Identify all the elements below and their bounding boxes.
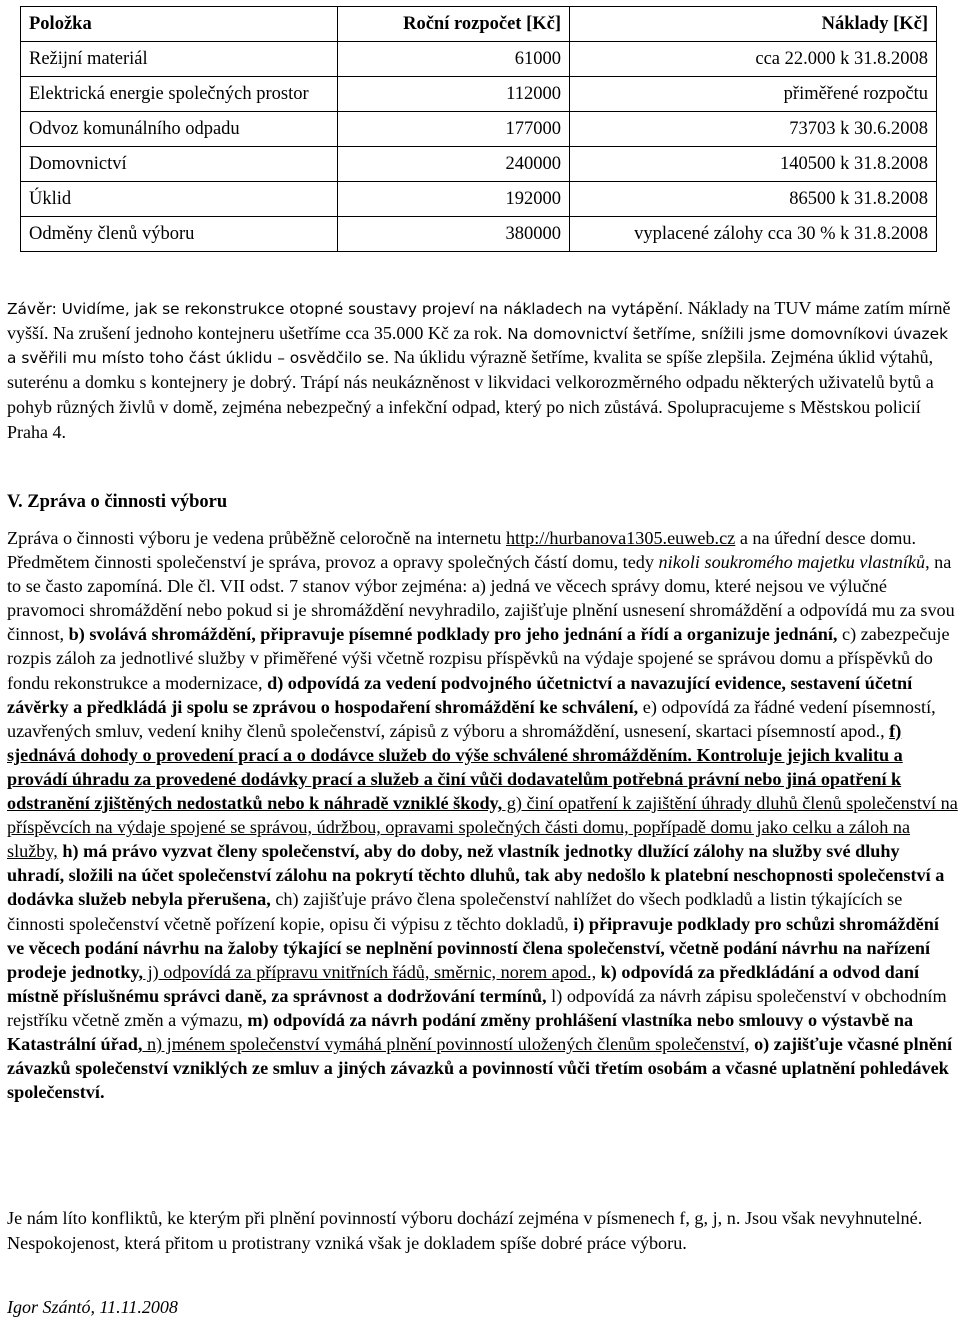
table-cell: 240000 bbox=[338, 147, 570, 182]
duty-d: d) odpovídá za vedení podvojného účetnictví a navazující evidence, sestavení účetní závěrky a předkládá ji spolu se zprávou o hospodaření shromáždění ke schválení, bbox=[7, 672, 913, 717]
closing-paragraph bbox=[7, 1206, 957, 1256]
table-cell: 192000 bbox=[338, 182, 570, 217]
website-link[interactable]: http://hurbanova1305.euweb.cz bbox=[505, 528, 736, 548]
report-text: Dle čl. VII odst. bbox=[162, 576, 285, 597]
table-cell: Režijní materiál bbox=[21, 42, 338, 77]
committee-report-paragraph bbox=[7, 526, 959, 1104]
table-row bbox=[21, 42, 937, 77]
conclusion-text: Trápí nás neukázněnost v likvidaci velkorozměrného odpadu některých uživatelů bytů a pohyb různých živlů v domě, zejména nebezpečný a infekční odpad, který po nich zůstává. Spolupracujeme s Městskou policií Praha 4. bbox=[7, 372, 934, 442]
table-row bbox=[21, 112, 937, 147]
duty-b: b) svolává shromáždění, připravuje písemné podklady pro jeho jednání a řídí a organizuje jednání, bbox=[68, 624, 838, 645]
table-cell: 177000 bbox=[338, 112, 570, 147]
section-heading: V. Zpráva o činnosti výboru bbox=[7, 492, 228, 512]
duty-m: m) odpovídá za návrh podání změny prohlášení vlastníka nebo smlouvy o výstavbě na Katastrální úřad, bbox=[7, 1009, 914, 1054]
table-cell: Odměny členů výboru bbox=[21, 217, 338, 252]
duty-j: j) odpovídá za přípravu vnitřních řádů, směrnic, norem apod., bbox=[143, 961, 597, 982]
table-cell: vyplacené zálohy cca 30 % k 31.8.2008 bbox=[570, 217, 937, 252]
report-text: Předmětem činnosti společenství je správa, provoz a opravy společných částí domu, tedy bbox=[7, 552, 659, 573]
table-cell: Elektrická energie společných prostor bbox=[21, 77, 338, 112]
duty-ch: ch) zajišťuje právo člena společenství nahlížet do všech podkladů a listin týkajících se činnosti společenství včetně pořízení kopie, opisu či výpisu z těchto dokladů, bbox=[7, 889, 903, 934]
table-header-row bbox=[21, 7, 937, 42]
column-header-item: Položka bbox=[21, 7, 338, 42]
duty-n: n) jménem společenství vymáhá plnění povinností uložených členům společenství, bbox=[142, 1033, 750, 1054]
table-cell: 140500 k 31.8.2008 bbox=[570, 147, 937, 182]
duty-o: o) zajišťuje včasné plnění závazků společenství vzniklých ze smluv a jiných závazků a povinností vůči třetím osobám a včasné uplatnění pohledávek společenství. bbox=[7, 1033, 952, 1103]
report-text: 7 stanov výbor zejména: a) jedná ve věcech správy domu, které nejsou ve výlučné pravomoci shromáždění nebo pokud si je shromáždění nevyhradilo, zajišťuje plnění usnesení shromáždění a odpovídá mu za svou činnost, bbox=[7, 576, 955, 645]
duty-i: i) připravuje podklady pro schůzi shromáždění ve věcech podání návrhu na žaloby týkající se neplnění povinností člena společenství, včetně podání návrhu na nařízení prodeje jednotky, bbox=[7, 913, 939, 982]
table-cell: přiměřené rozpočtu bbox=[570, 77, 937, 112]
conclusion-text: Na domovnictví šetříme, snížili jsme domovníkovi úvazek a svěřili mu místo toho část úklidu – osvědčilo se. bbox=[7, 324, 949, 368]
duty-c: c) zabezpečuje rozpis záloh za jednotlivé služby v přiměřené výši včetně rozpisu příspěvků na výdaje spojené se správou domu a příspěvků do fondu rekonstrukce a modernizace, bbox=[7, 624, 950, 693]
budget-table bbox=[20, 6, 937, 252]
report-text: Zpráva o činnosti výboru je vedena průběžně celoročně na internetu bbox=[7, 528, 506, 548]
duty-k: k) odpovídá za předkládání a odvod daní místně příslušnému správci daně, za správnost a dodržování termínů, bbox=[7, 961, 920, 1006]
table-row bbox=[21, 182, 937, 217]
table-cell: Odvoz komunálního odpadu bbox=[21, 112, 338, 147]
duty-h: h) má právo vyzvat členy společenství, aby do doby, než vlastník jednotky dlužící zálohy na služby své dluhy uhradí, složili na účet společenství zálohu na pokrytí těchto dluhů, tak aby nedošlo k platební neschopnosti společenství a dodávka služeb nebyla přerušena, bbox=[7, 841, 945, 910]
report-text: , na to se často zapomíná. bbox=[7, 552, 952, 597]
conclusion-text: Náklady na TUV máme zatím mírně vyšší. Na zrušení jednoho kontejneru ušetříme cca 35.000 Kč za rok. bbox=[7, 298, 951, 343]
table-row bbox=[21, 77, 937, 112]
column-header-budget: Roční rozpočet [Kč] bbox=[338, 7, 570, 42]
table-cell: Domovnictví bbox=[21, 147, 338, 182]
table-cell: cca 22.000 k 31.8.2008 bbox=[570, 42, 937, 77]
conclusion-text: Závěr: Uvidíme, jak se rekonstrukce otopné soustavy projeví na nákladech na vytápění. bbox=[7, 300, 684, 318]
report-text-italic: nikoli soukromého majetku vlastníků bbox=[658, 552, 926, 573]
duty-g: g) činí opatření k zajištění úhrady dluhů členů společenství na příspěvcích na výdaje spojené se správou, údržbou, opravami společných části domu, popřípadě domu jako celku a záloh na služby, bbox=[7, 793, 958, 862]
conclusion-text: Na úklidu výrazně šetříme, kvalita se spíše zlepšila. Zejména úklid výtahů, suterénu a domku s kontejnery je dobrý. bbox=[7, 347, 934, 393]
duty-l: l) odpovídá za návrh zápisu společenství v obchodním rejstříku včetně změn a výmazu, bbox=[7, 985, 947, 1030]
closing-text: Nespokojenost, která přitom u protistrany vzniká však je dokladem spíše dobré práce výboru. bbox=[7, 1233, 687, 1253]
table-cell: 86500 k 31.8.2008 bbox=[570, 182, 937, 217]
table-row bbox=[21, 217, 937, 252]
report-text: a na úřední desce domu. bbox=[735, 528, 917, 548]
conclusion-paragraph bbox=[7, 297, 957, 445]
table-cell: 380000 bbox=[338, 217, 570, 252]
table-cell: Úklid bbox=[21, 182, 338, 217]
signature: Igor Szántó, 11.11.2008 bbox=[7, 1297, 178, 1317]
column-header-costs: Náklady [Kč] bbox=[570, 7, 937, 42]
duty-e: e) odpovídá za řádné vedení písemností, uzavřených smluv, vedení knihy členů společenství, zápisů z výboru a shromáždění, usnesení, skartaci písemností apod., bbox=[7, 696, 936, 741]
table-cell: 112000 bbox=[338, 77, 570, 112]
duty-f: f) sjednává dohody o provedení prací a o dodávce služeb do výše schválené shromážděním. Kontroluje jejich kvalitu a provádí úhradu za provedené dodávky prací a služeb a činí vůči dodavatelům potřebná právní nebo jiná opatření k odstranění zjištěných nedostatků nebo k náhradě vzniklé škody, bbox=[7, 720, 903, 814]
table-row bbox=[21, 147, 937, 182]
table-cell: 61000 bbox=[338, 42, 570, 77]
table-cell: 73703 k 30.6.2008 bbox=[570, 112, 937, 147]
closing-text: Je nám líto konfliktů, ke kterým při plnění povinností výboru dochází zejména v písmenech f, g, j, n. Jsou však nevyhnutelné. bbox=[7, 1208, 923, 1228]
